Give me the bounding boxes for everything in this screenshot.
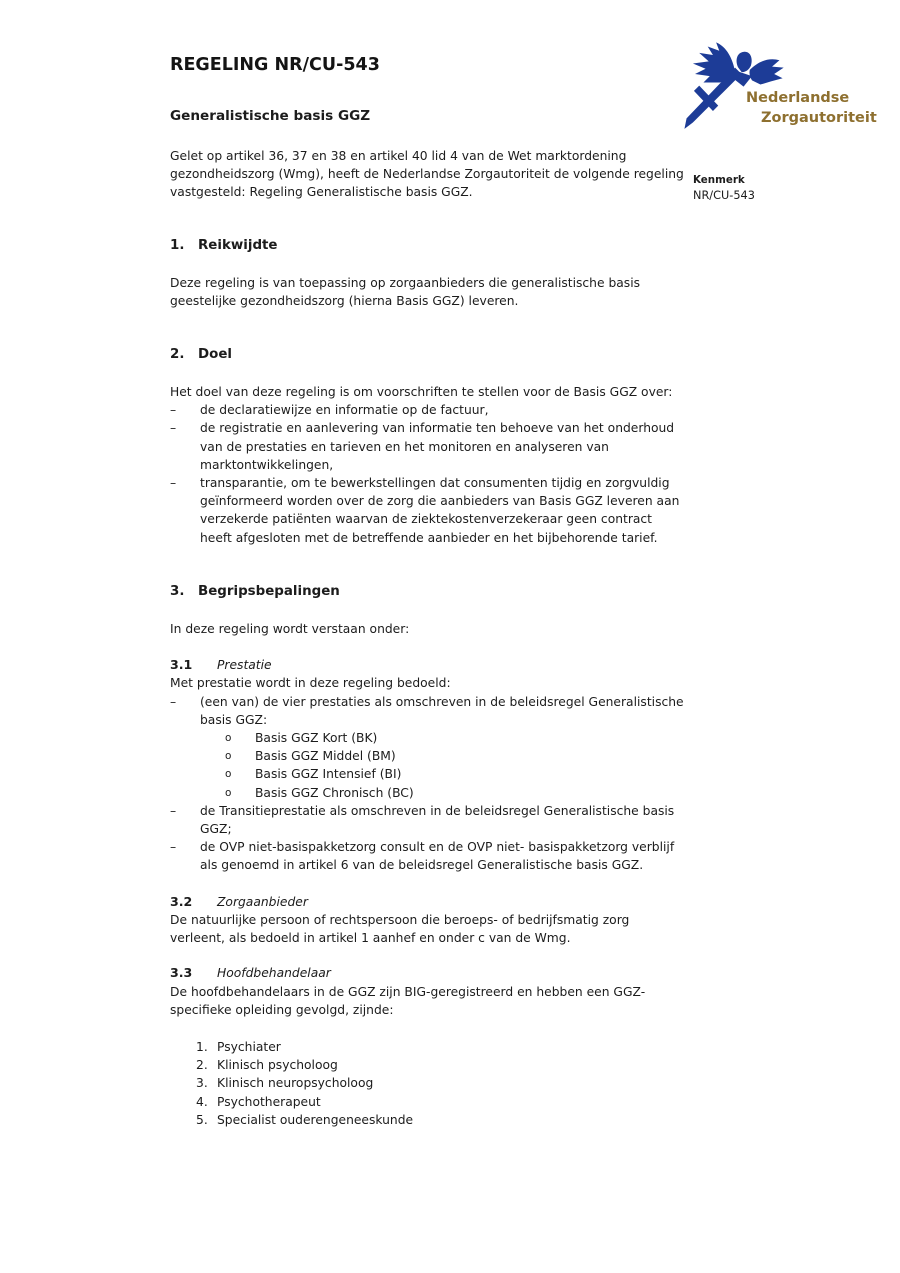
circle-bullet-marker: o — [225, 768, 232, 781]
circle-bullet-marker: o — [225, 786, 232, 799]
kenmerk-value: NR/CU-543 — [693, 189, 755, 202]
bullet-text: de declaratiewijze en informatie op de factuur, — [200, 403, 489, 418]
section-1-title: Reikwijdte — [198, 237, 278, 253]
section-2-bullet-list — [170, 401, 686, 547]
bullet-text: de Transitieprestatie als omschreven in de beleidsregel Generalistische basis GGZ; — [200, 803, 675, 837]
list-item-number: 1. — [196, 1040, 208, 1055]
bullet-item — [170, 838, 686, 874]
bullet-item — [170, 419, 686, 474]
list-item-label: Psychotherapeut — [217, 1094, 321, 1109]
section-2-heading — [170, 347, 686, 363]
numbered-list-item — [196, 1038, 686, 1056]
section-1-paragraph: Deze regeling is van toepassing op zorgaanbieders die generalistische basis geestelijke gezondheidszorg (hierna Basis GGZ) leveren. — [170, 275, 641, 308]
document-body — [170, 56, 686, 1129]
list-item-label: Psychiater — [217, 1040, 281, 1055]
bullet-item — [170, 802, 686, 838]
bullet-text: de registratie en aanlevering van informatie ten behoeve van het onderhoud van de prestaties en tarieven en het monitoren en analyseren van marktontwikkelingen, — [200, 421, 675, 472]
section-3-1-number: 3.1 — [170, 657, 193, 673]
section-3-number: 3. — [170, 583, 185, 599]
section-3-1-lead: Met prestatie wordt in deze regeling bedoeld: — [170, 676, 451, 691]
numbered-list-item — [196, 1111, 686, 1129]
section-3-title: Begripsbepalingen — [198, 583, 340, 599]
bullet-text: (een van) de vier prestaties als omschreven in de beleidsregel Generalistische basis GGZ: — [200, 694, 684, 727]
list-item-label: Klinisch neuropsycholoog — [217, 1076, 374, 1091]
section-3-2-paragraph: De natuurlijke persoon of rechtspersoon die beroeps- of bedrijfsmatig zorg verleent, als bedoeld in artikel 1 aanhef en onder c van de Wmg. — [170, 913, 630, 946]
circle-bullet-marker: o — [225, 732, 232, 745]
section-2-lead: Het doel van deze regeling is om voorschriften te stellen voor de Basis GGZ over: — [170, 385, 673, 400]
list-item-label: Klinisch psycholoog — [217, 1058, 338, 1073]
intro-paragraph: Gelet op artikel 36, 37 en 38 en artikel 40 lid 4 van de Wet marktordening gezondheidszorg (Wmg), heeft de Nederlandse Zorgautoriteit de volgende regeling vastgesteld: Regeling Generalistische basis GGZ. — [170, 149, 684, 200]
section-3-1-heading — [170, 656, 686, 674]
section-1-number: 1. — [170, 237, 185, 253]
list-item-number: 4. — [196, 1094, 208, 1109]
doc-title: REGELING NR/CU-543 — [170, 55, 380, 75]
kenmerk-block — [693, 174, 755, 202]
nza-logo — [678, 36, 888, 136]
section-3-3-paragraph: De hoofdbehandelaars in de GGZ zijn BIG-geregistreerd en hebben een GGZ-specifieke opleiding gevolgd, zijnde: — [170, 984, 646, 1017]
section-1-heading — [170, 238, 686, 254]
sub-bullet-text: Basis GGZ Intensief (BI) — [255, 767, 402, 782]
section-3-2-heading — [170, 893, 686, 911]
list-item-number: 5. — [196, 1112, 208, 1127]
section-3-1-bullet-list — [170, 693, 686, 875]
circle-bullet-marker: o — [225, 750, 232, 763]
section-2-title: Doel — [198, 347, 232, 363]
sub-bullet-text: Basis GGZ Middel (BM) — [255, 749, 396, 764]
numbered-list-item — [196, 1056, 686, 1074]
sub-bullet-text: Basis GGZ Kort (BK) — [255, 731, 378, 746]
dash-bullet-marker: – — [170, 403, 177, 418]
sub-bullet-item — [170, 765, 686, 783]
section-3-lead: In deze regeling wordt verstaan onder: — [170, 621, 410, 636]
bullet-text: transparantie, om te bewerkstellingen dat consumenten tijdig en zorgvuldig geïnformeerd worden over de zorg die aanbieders van Basis GGZ leveren aan verzekerde patiënten waarvan de ziektekostenverzekeraar geen contract heeft afgesloten met de betreffende aanbieder en het bijbehorende tarief. — [200, 476, 680, 545]
kenmerk-label: Kenmerk — [693, 174, 745, 186]
bullet-item — [170, 693, 686, 729]
dash-bullet-marker: – — [170, 840, 177, 855]
sub-bullet-text: Basis GGZ Chronisch (BC) — [255, 785, 414, 800]
section-3-heading — [170, 584, 686, 600]
list-item-number: 2. — [196, 1058, 208, 1073]
section-3-3-number: 3.3 — [170, 965, 193, 981]
sub-bullet-item — [170, 747, 686, 765]
dash-bullet-marker: – — [170, 421, 177, 436]
bullet-item — [170, 401, 686, 419]
bullet-text: de OVP niet-basispakketzorg consult en de OVP niet- basispakketzorg verblijf als genoemd in artikel 6 van de beleidsregel Generalistische basis GGZ. — [200, 840, 675, 873]
section-3-2-term: Zorgaanbieder — [217, 894, 308, 909]
list-item-number: 3. — [196, 1076, 208, 1091]
logo-text-line2: Zorgautoriteit — [761, 110, 877, 126]
dash-bullet-marker: – — [170, 803, 177, 818]
sub-bullet-item — [170, 729, 686, 747]
sub-bullet-item — [170, 784, 686, 802]
section-3-1-term: Prestatie — [217, 658, 272, 673]
doc-subtitle: Generalistische basis GGZ — [170, 108, 371, 124]
hoofdbehandelaar-numbered-list — [196, 1038, 686, 1129]
list-item-label: Specialist ouderengeneeskunde — [217, 1112, 414, 1127]
section-2-number: 2. — [170, 347, 185, 363]
section-3-3-heading — [170, 964, 686, 982]
section-3-3-term: Hoofdbehandelaar — [217, 966, 331, 981]
numbered-list-item — [196, 1093, 686, 1111]
dash-bullet-marker: – — [170, 476, 177, 491]
logo-text-line1: Nederlandse — [746, 90, 850, 106]
section-3-2-number: 3.2 — [170, 893, 193, 909]
numbered-list-item — [196, 1074, 686, 1092]
nza-logo-wordmark — [746, 88, 877, 128]
dash-bullet-marker: – — [170, 694, 177, 709]
bullet-item — [170, 474, 686, 547]
